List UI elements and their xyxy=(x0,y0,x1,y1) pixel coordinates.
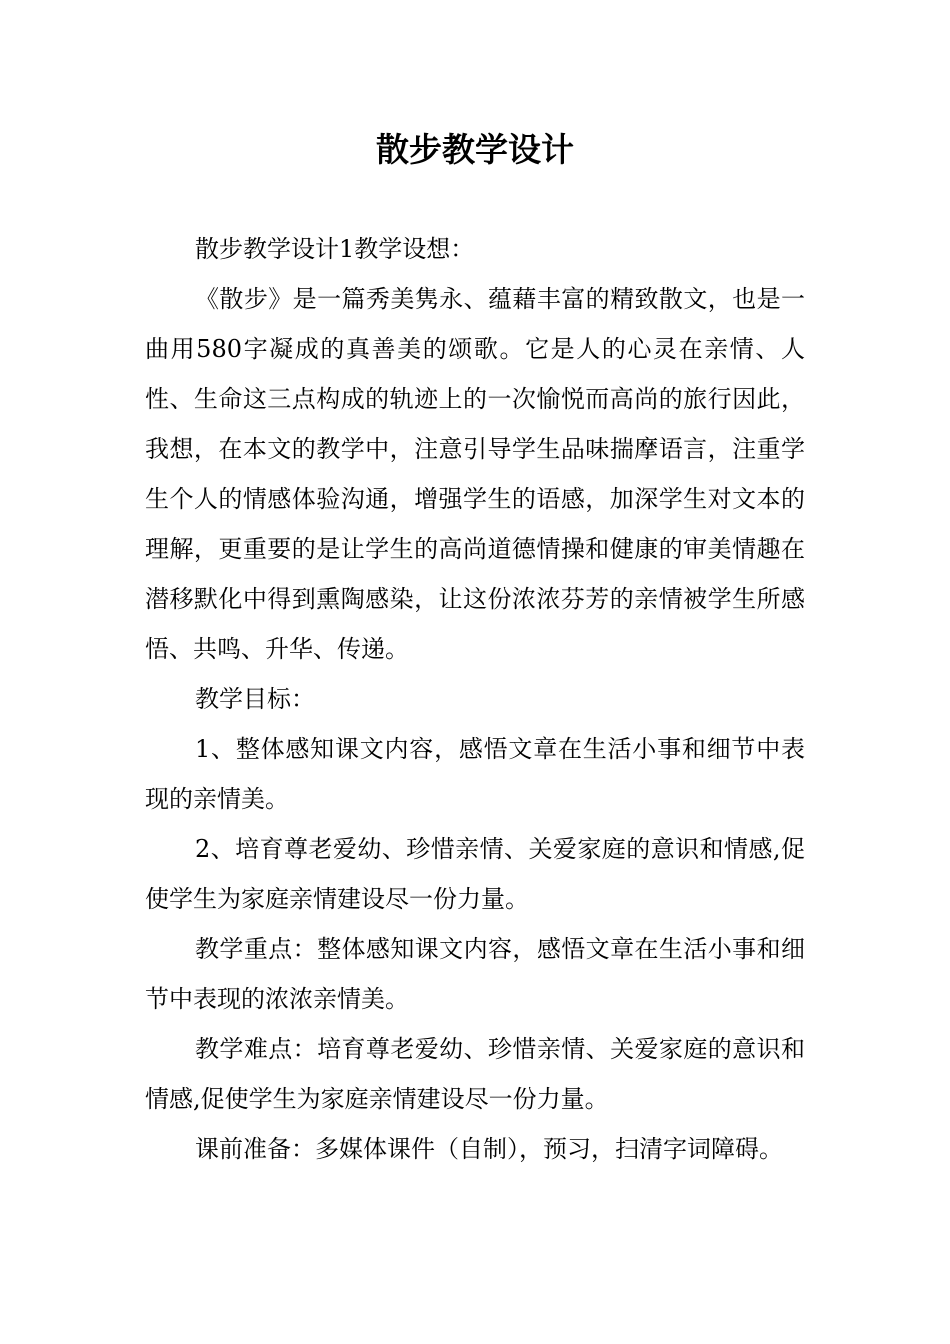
paragraph-key-point: 教学重点：整体感知课文内容，感悟文章在生活小事和细节中表现的浓浓亲情美。 xyxy=(145,935,805,1013)
document-body xyxy=(145,224,805,1174)
paragraph-preparation: 课前准备：多媒体课件（自制），预习，扫清字词障碍。 xyxy=(195,1135,783,1163)
paragraph-goal-2: 2、培育尊老爱幼、珍惜亲情、关爱家庭的意识和情感,促使学生为家庭亲情建设尽一份力量。 xyxy=(145,835,805,913)
paragraph-intro-heading: 散步教学设计1教学设想： xyxy=(195,235,475,263)
document-title: 散步教学设计 xyxy=(376,130,574,169)
paragraph-goals-heading: 教学目标： xyxy=(195,685,315,713)
paragraph-difficulty: 教学难点：培育尊老爱幼、珍惜亲情、关爱家庭的意识和情感,促使学生为家庭亲情建设尽一份力量。 xyxy=(145,1035,805,1113)
paragraph-goal-1: 1、整体感知课文内容，感悟文章在生活小事和细节中表现的亲情美。 xyxy=(145,735,805,813)
paragraph-design-idea: 《散步》是一篇秀美隽永、蕴藉丰富的精致散文，也是一曲用580字凝成的真善美的颂歌。它是人的心灵在亲情、人性、生命这三点构成的轨迹上的一次愉悦而高尚的旅行因此，我想，在本文的教学中，注意引导学生品味揣摩语言，注重学生个人的情感体验沟通，增强学生的语感，加深学生对文本的理解，更重要的是让学生的高尚道德情操和健康的审美情趣在潜移默化中得到熏陶感染，让这份浓浓芬芳的亲情被学生所感悟、共鸣、升华、传递。 xyxy=(145,285,805,663)
